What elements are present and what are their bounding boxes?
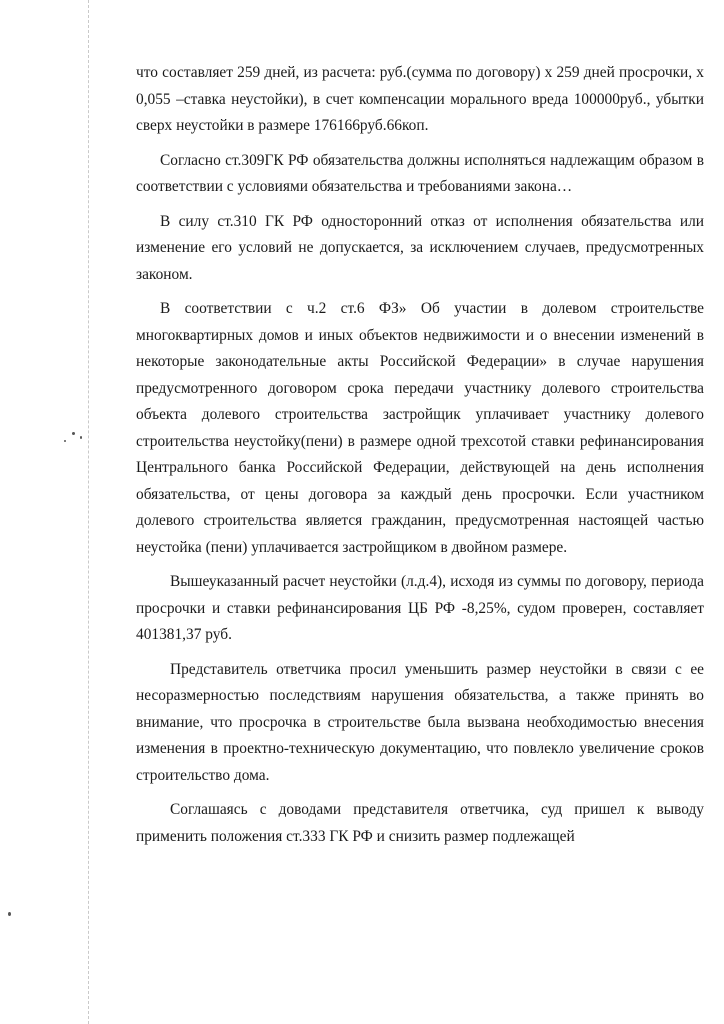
paragraph: Соглашаясь с доводами представителя ответчика, суд пришел к выводу применить положения ст.333 ГК РФ и снизить размер подлежащей — [136, 801, 704, 845]
scan-speck — [64, 440, 66, 442]
scan-margin-line — [88, 0, 89, 1024]
scan-speck — [72, 432, 75, 435]
paragraph: Вышеуказанный расчет неустойки (л.д.4), исходя из суммы по договору, периода просрочки и ставки рефинансирования ЦБ РФ -8,25%, судом проверен, составляет 401381,37 руб. — [136, 573, 704, 643]
paragraph: Согласно ст.309ГК РФ обязательства должны исполняться надлежащим образом в соответствии с условиями обязательства и требованиями закона… — [136, 151, 704, 195]
paragraph: Представитель ответчика просил уменьшить размер неустойки в связи с ее несоразмерностью последствиям нарушения обязательства, а также принять во внимание, что просрочка в строительстве была вызвана необходимостью внесения изменения в проектно-техническую документацию, что повлекло увеличение сроков строительство дома. — [136, 660, 704, 784]
document-body — [136, 60, 704, 850]
scan-speck — [80, 436, 82, 439]
scan-speck — [8, 912, 11, 916]
paragraph: В силу ст.310 ГК РФ односторонний отказ от исполнения обязательства или изменение его условий не допускается, за исключением случаев, предусмотренных законом. — [136, 212, 704, 283]
paragraph: что составляет 259 дней, из расчета: руб.(сумма по договору) x 259 дней просрочки, x 0,055 –ставка неустойки), в счет компенсации морального вреда 100000руб., убытки сверх неустойки в размере 176166руб.66коп. — [136, 64, 704, 134]
paragraph: В соответствии с ч.2 ст.6 ФЗ» Об участии в долевом строительстве многоквартирных домов и иных объектов недвижимости и о внесении изменений в некоторые законодательные акты Российской Федерации» в случае нарушения предусмотренного договором срока передачи участнику долевого строительства объекта долевого строительства застройщик уплачивает участнику долевого строительства неустойку(пени) в размере одной трехсотой ставки рефинансирования Центрального банка Российской Федерации, действующей на день исполнения обязательства, от цены договора за каждый день просрочки. Если участником долевого строительства является гражданин, предусмотренная настоящей частью неустойка (пени) уплачивается застройщиком в двойном размере. — [136, 300, 704, 556]
